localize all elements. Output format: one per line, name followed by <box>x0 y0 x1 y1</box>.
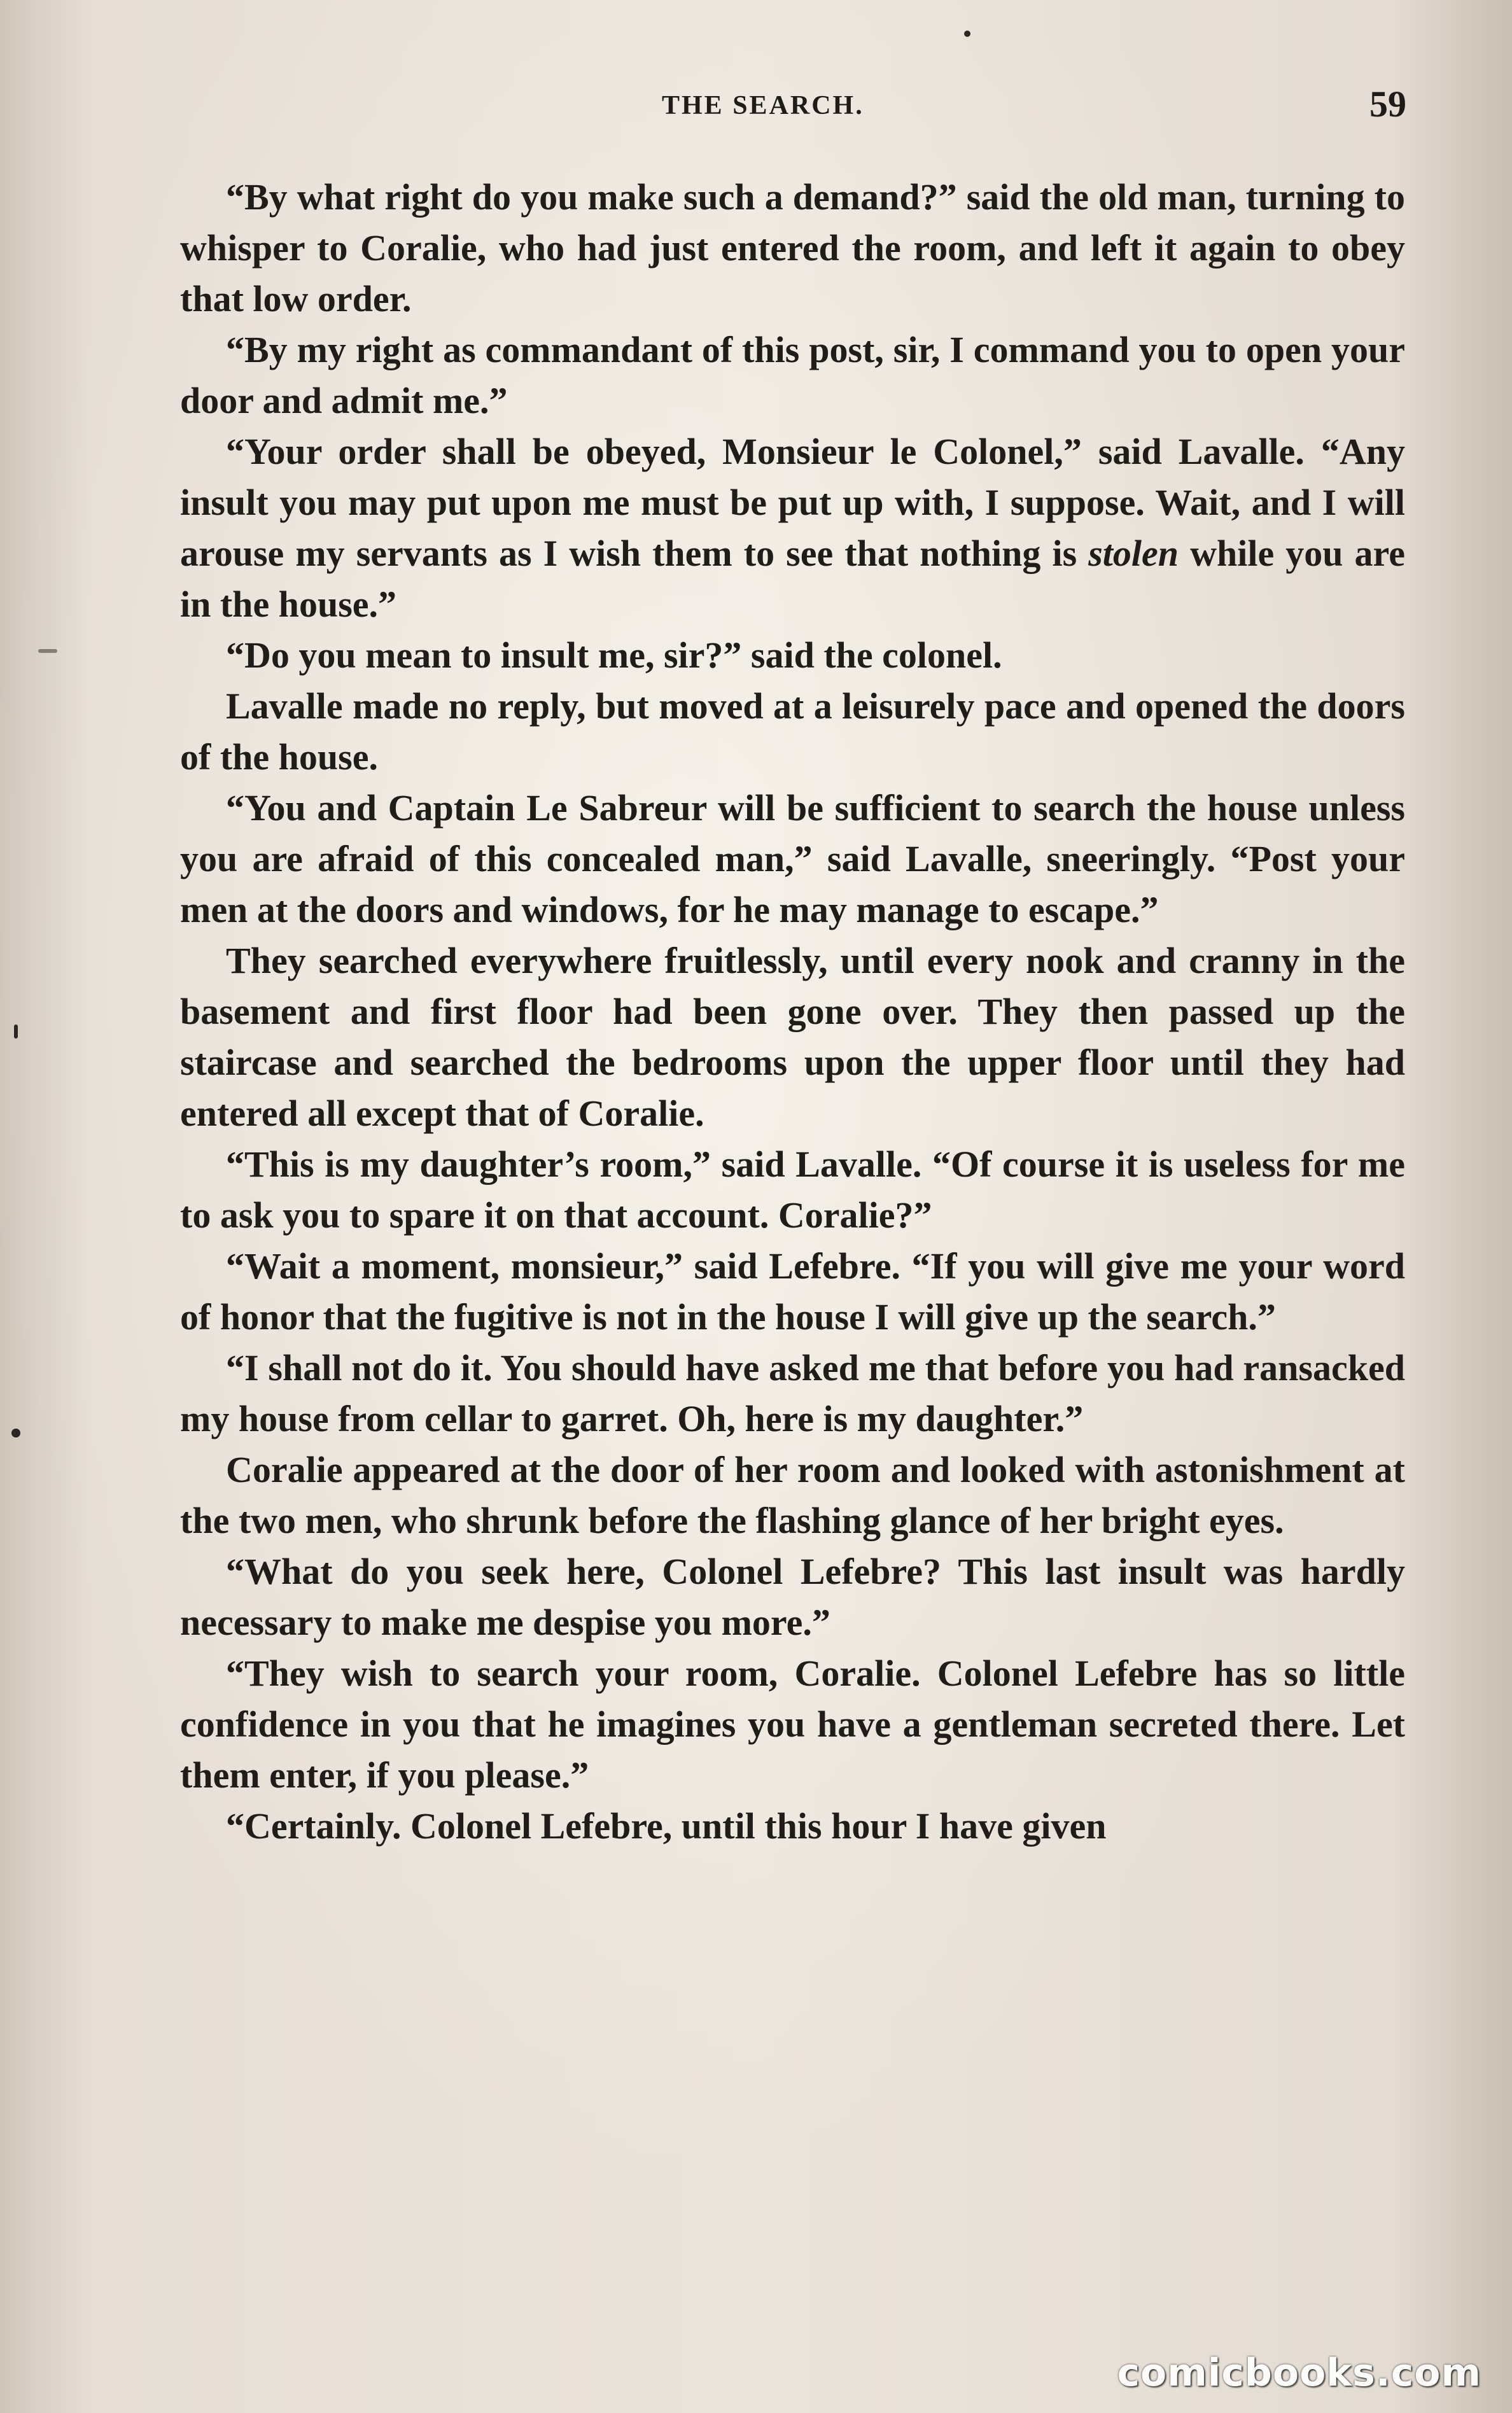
paragraph: They searched everywhere fruitlessly, until every nook and cranny in the basement and first floor had been gone over. They then passed up the staircase and searched the bedrooms upon the upper floor until they had entered all except that of Coralie. <box>180 940 1405 1134</box>
paragraph: “This is my daughter’s room,” said Lavalle. “Of course it is useless for me to ask you to spare it on that account. Coralie?” <box>180 1144 1405 1236</box>
paper-speck <box>11 1429 20 1437</box>
page-header <box>178 76 1406 134</box>
paragraph-text: “Your order shall be obeyed, Monsieur le Colonel,” said Lavalle. “Any insult you may put upon me must be put up with, I suppose. Wait, and I will arouse my servants as I wish them to see that nothing is <box>180 431 1405 574</box>
paragraph: “You and Captain Le Sabreur will be sufficient to search the house unless you are afraid of this concealed man,” said Lavalle, sneeringly. “Post your men at the doors and windows, for he may manage to escape.” <box>180 787 1405 930</box>
paragraph: Lavalle made no reply, but moved at a leisurely pace and opened the doors of the house. <box>180 685 1405 778</box>
paragraph <box>180 426 1405 630</box>
paragraph: “Certainly. Colonel Lefebre, until this hour I have given <box>226 1805 1107 1847</box>
paragraph: “By my right as commandant of this post, sir, I command you to open your door and admit me.” <box>180 329 1405 421</box>
paragraph: “I shall not do it. You should have asked me that before you had ransacked my house from cellar to garret. Oh, here is my daughter.” <box>180 1347 1405 1439</box>
paragraph: “Do you mean to insult me, sir?” said the colonel. <box>226 634 1002 676</box>
paragraph: “Wait a moment, monsieur,” said Lefebre. “If you will give me your word of honor that the fugitive is not in the house I will give up the search.” <box>180 1245 1405 1338</box>
paragraph: “By what right do you make such a demand?” said the old man, turning to whisper to Coralie, who had just entered the room, and left it again to obey that low order. <box>180 176 1405 319</box>
paragraph: Coralie appeared at the door of her room and looked with astonishment at the two men, who shrunk before the flashing glance of her bright eyes. <box>180 1449 1405 1541</box>
paragraph: “What do you seek here, Colonel Lefebre? This last insult was hardly necessary to make me despise you more.” <box>180 1551 1405 1643</box>
paper-speck <box>38 649 57 653</box>
watermark: comicbooks.com <box>1117 2351 1481 2395</box>
running-head: THE SEARCH. <box>662 91 864 120</box>
page-number: 59 <box>1369 83 1406 125</box>
paragraph: “They wish to search your room, Coralie. Colonel Lefebre has so little confidence in you that he imagines you have a gentleman secreted there. Let them enter, if you please.” <box>180 1653 1405 1796</box>
paragraph-text: while you are in the house.” <box>180 533 1405 625</box>
paper-speck <box>964 31 970 37</box>
emphasis-word: stolen <box>1088 533 1179 574</box>
paper-speck <box>14 1025 18 1039</box>
body-text <box>180 172 1405 1852</box>
